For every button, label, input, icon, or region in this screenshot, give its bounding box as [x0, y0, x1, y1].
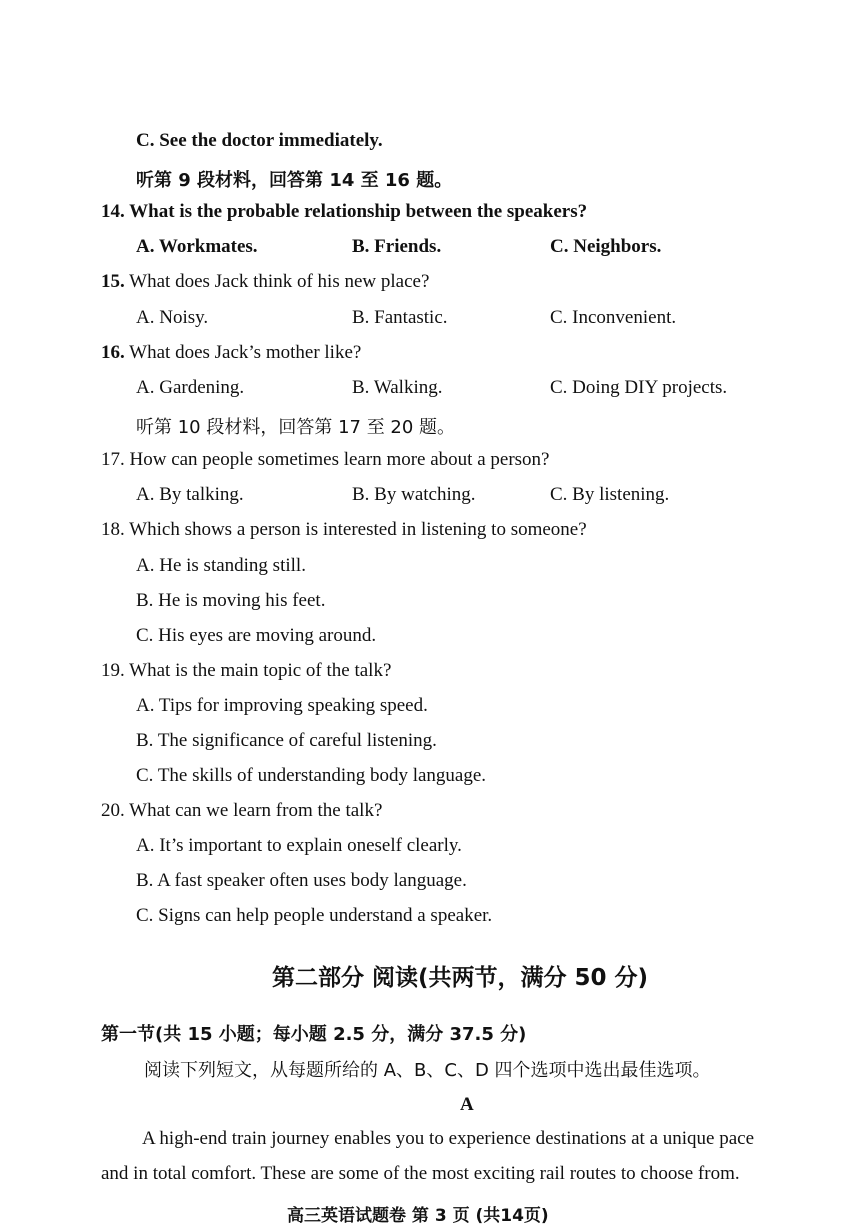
- passage-line-2: and in total comfort. These are some of the most exciting rail routes to choose from.: [101, 1163, 740, 1184]
- part-two-title: 第二部分 阅读(共两节，满分 50 分): [272, 965, 649, 991]
- q19-option-b: B. The significance of careful listening.: [136, 730, 437, 751]
- question-19: [101, 660, 391, 682]
- question-15: [101, 271, 429, 293]
- question-number: 16.: [101, 342, 125, 363]
- question-number: 20.: [101, 800, 125, 821]
- section-one-title: 第一节(共 15 小题；每小题 2.5 分，满分 37.5 分): [101, 1024, 527, 1045]
- question-number: 17.: [101, 449, 125, 470]
- q20-option-b: B. A fast speaker often uses body language.: [136, 870, 467, 891]
- question-number: 18.: [101, 519, 125, 540]
- q19-option-c: C. The skills of understanding body language.: [136, 765, 487, 786]
- q16-option-b: B. Walking.: [352, 377, 443, 398]
- q16-option-a: A. Gardening.: [136, 377, 245, 398]
- q15-option-c: C. Inconvenient.: [550, 307, 677, 328]
- question-number: 19.: [101, 660, 125, 681]
- passage-line-1: A high-end train journey enables you to experience destinations at a unique pace: [142, 1128, 755, 1149]
- question-20: [101, 800, 382, 822]
- question-17: [101, 449, 549, 471]
- question-text: What is the probable relationship between the speakers?: [129, 201, 588, 222]
- option-c-previous-question: C. See the doctor immediately.: [136, 130, 383, 151]
- q19-option-a: A. Tips for improving speaking speed.: [136, 695, 428, 716]
- q20-option-a: A. It’s important to explain oneself clearly.: [136, 835, 462, 856]
- q17-option-b: B. By watching.: [352, 484, 476, 505]
- page-footer: 高三英语试题卷 第 3 页 (共14页): [287, 1206, 549, 1226]
- q15-option-a: A. Noisy.: [136, 307, 209, 328]
- question-14: [101, 201, 587, 223]
- question-text: What can we learn from the talk?: [129, 800, 383, 821]
- question-text: Which shows a person is interested in listening to someone?: [129, 519, 587, 540]
- passage-label: A: [460, 1094, 474, 1115]
- q14-option-b: B. Friends.: [352, 236, 442, 257]
- question-text: What does Jack’s mother like?: [129, 342, 362, 363]
- question-text: How can people sometimes learn more about a person?: [129, 449, 550, 470]
- question-number: 15.: [101, 271, 125, 292]
- q20-option-c: C. Signs can help people understand a speaker.: [136, 905, 493, 926]
- question-18: [101, 519, 587, 541]
- question-number: 14.: [101, 201, 125, 222]
- question-text: What does Jack think of his new place?: [129, 271, 430, 292]
- instruction-material-9: 听第 9 段材料，回答第 14 至 16 题。: [136, 170, 453, 191]
- question-16: [101, 342, 361, 364]
- q15-option-b: B. Fantastic.: [352, 307, 448, 328]
- q14-option-a: A. Workmates.: [136, 236, 258, 257]
- q14-option-c: C. Neighbors.: [550, 236, 662, 257]
- instruction-material-10: 听第 10 段材料，回答第 17 至 20 题。: [136, 417, 456, 438]
- q17-option-a: A. By talking.: [136, 484, 244, 505]
- q16-option-c: C. Doing DIY projects.: [550, 377, 728, 398]
- section-one-instruction: 阅读下列短文，从每题所给的 A、B、C、D 四个选项中选出最佳选项。: [144, 1060, 711, 1081]
- q18-option-c: C. His eyes are moving around.: [136, 625, 377, 646]
- q18-option-b: B. He is moving his feet.: [136, 590, 326, 611]
- q18-option-a: A. He is standing still.: [136, 555, 306, 576]
- question-text: What is the main topic of the talk?: [129, 660, 392, 681]
- q17-option-c: C. By listening.: [550, 484, 670, 505]
